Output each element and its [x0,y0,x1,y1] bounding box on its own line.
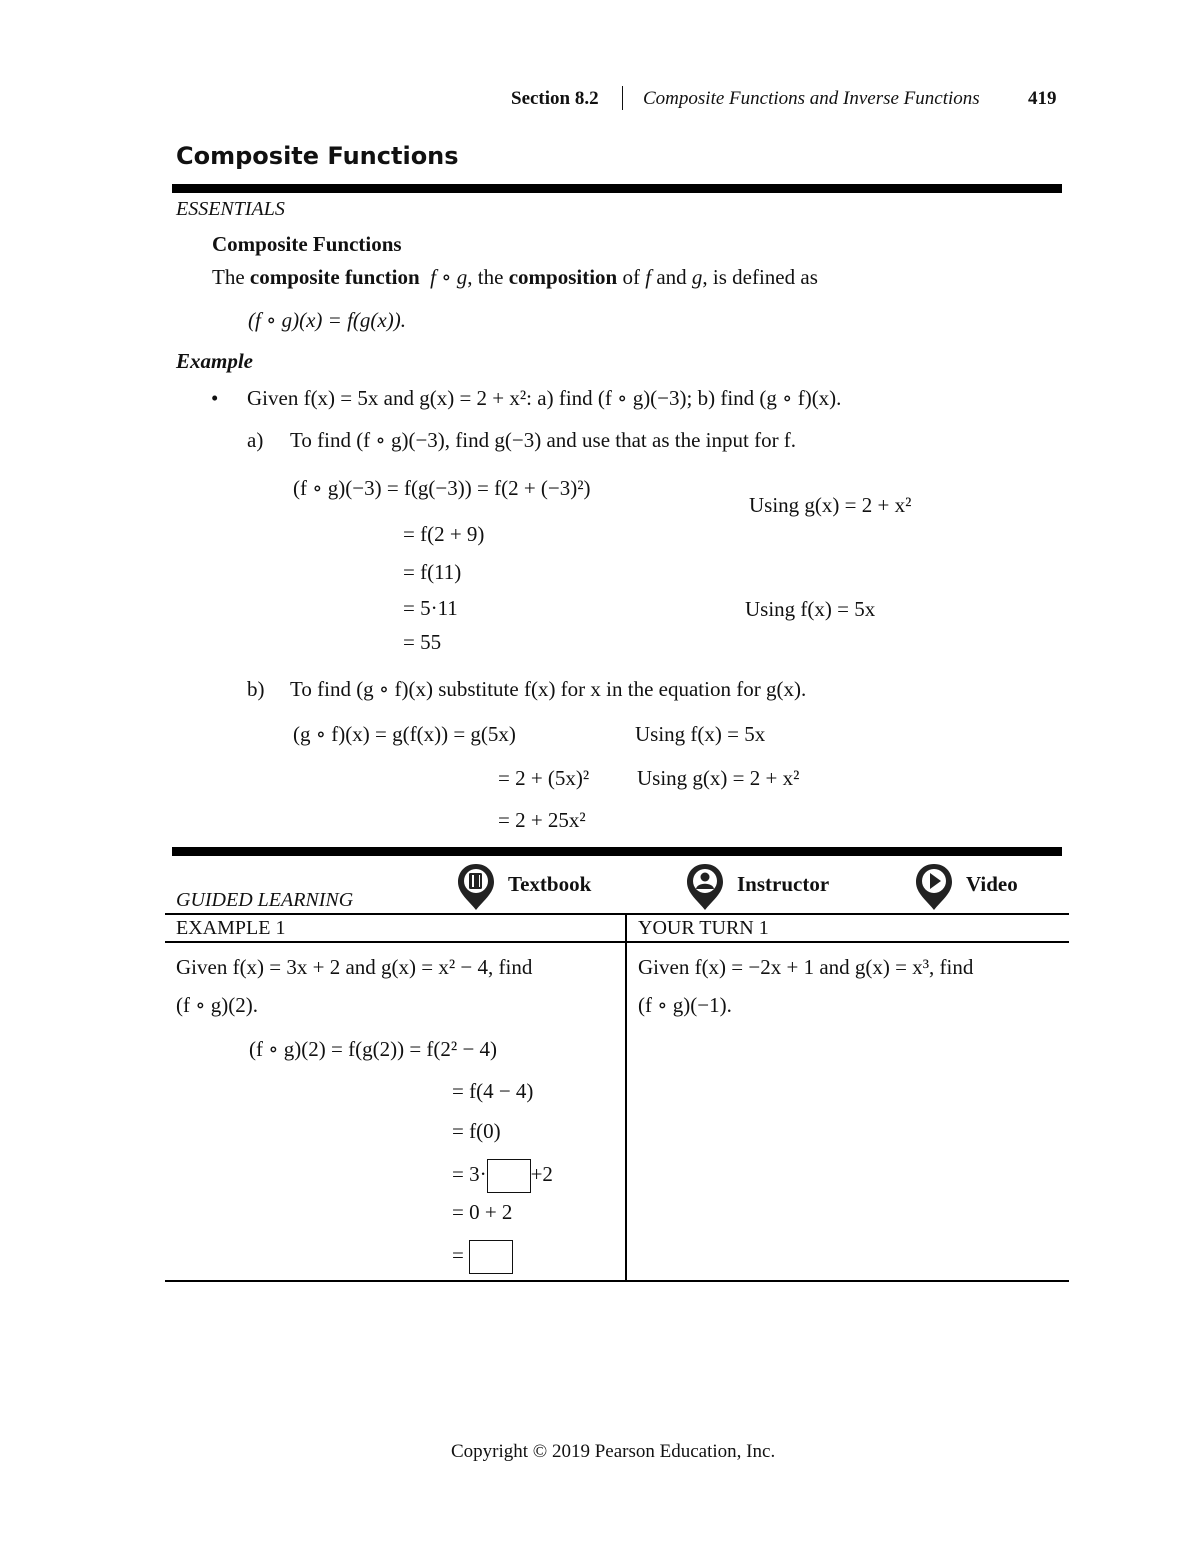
page-number: 419 [1028,88,1057,109]
ex1-given-line-2: (f ∘ g)(2). [176,993,259,1017]
example-label: Example [176,349,253,373]
section-title: Composite Functions and Inverse Functions [643,88,980,109]
essentials-subheading: Composite Functions [212,232,402,256]
part-a-step-3: = f(11) [403,560,462,584]
part-a-step-5: = 55 [403,630,442,654]
instructor-label: Instructor [737,872,830,896]
example-1-header: EXAMPLE 1 [176,917,286,939]
guided-rule [172,847,1062,856]
video-icon [914,862,954,912]
part-a-step-4: = 5·11 [403,596,458,620]
part-b-note-1: Using f(x) = 5x [635,722,766,746]
part-a-text: To find (f ∘ g)(−3), find g(−3) and use that as the input for f. [290,428,797,452]
bullet: • [211,386,219,410]
example-given: Given f(x) = 5x and g(x) = 2 + x²: a) find (f ∘ g)(−3); b) find (g ∘ f)(x). [247,386,842,410]
answer-blank-1[interactable] [487,1159,531,1193]
part-a-note-2: Using f(x) = 5x [745,597,876,621]
yt1-given-line-1: Given f(x) = −2x + 1 and g(x) = x³, find [638,955,974,979]
part-a-step-1: (f ∘ g)(−3) = f(g(−3)) = f(2 + (−3)²) [293,476,591,500]
part-b-text: To find (g ∘ f)(x) substitute f(x) for x in the equation for g(x). [290,677,807,701]
table-column-divider [625,914,627,1281]
ex1-step-5: = 0 + 2 [452,1200,513,1224]
instructor-icon [685,862,725,912]
part-b-step-2: = 2 + (5x)² [498,766,590,790]
ex1-step-2: = f(4 − 4) [452,1079,534,1103]
copyright: Copyright © 2019 Pearson Education, Inc. [451,1441,776,1462]
page-title: Composite Functions [176,142,459,170]
part-b-note-2: Using g(x) = 2 + x² [637,766,800,790]
essentials-label: ESSENTIALS [176,198,285,220]
part-b-step-3: = 2 + 25x² [498,808,586,832]
part-b-step-1: (g ∘ f)(x) = g(f(x)) = g(5x) [293,722,516,746]
your-turn-1-header: YOUR TURN 1 [638,917,769,939]
guided-learning-label: GUIDED LEARNING [176,889,354,911]
definition-formula: (f ∘ g)(x) = f(g(x)). [248,308,406,332]
part-a-note-1: Using g(x) = 2 + x² [749,493,912,517]
part-a-step-2: = f(2 + 9) [403,522,485,546]
textbook-icon [456,862,496,912]
yt1-given-line-2: (f ∘ g)(−1). [638,993,732,1017]
table-top-rule [165,913,1069,915]
ex1-step-6: = [452,1240,513,1274]
video-label: Video [966,872,1018,896]
ex1-step-4: = 3· +2 [452,1159,553,1193]
part-a-marker: a) [247,428,264,452]
section-number: Section 8.2 [511,88,599,109]
answer-blank-2[interactable] [469,1240,513,1274]
definition-line: The composite function f ∘ g, the composition of f and g, is defined as [212,265,818,289]
table-bottom-rule [165,1280,1069,1282]
part-b-marker: b) [247,677,265,701]
ex1-given-line-1: Given f(x) = 3x + 2 and g(x) = x² − 4, find [176,955,533,979]
ex1-step-3: = f(0) [452,1119,501,1143]
ex1-step-1: (f ∘ g)(2) = f(g(2)) = f(2² − 4) [249,1037,498,1061]
table-header-rule [165,941,1069,943]
title-rule [172,184,1062,193]
textbook-label: Textbook [508,872,592,896]
header-divider [622,86,623,110]
